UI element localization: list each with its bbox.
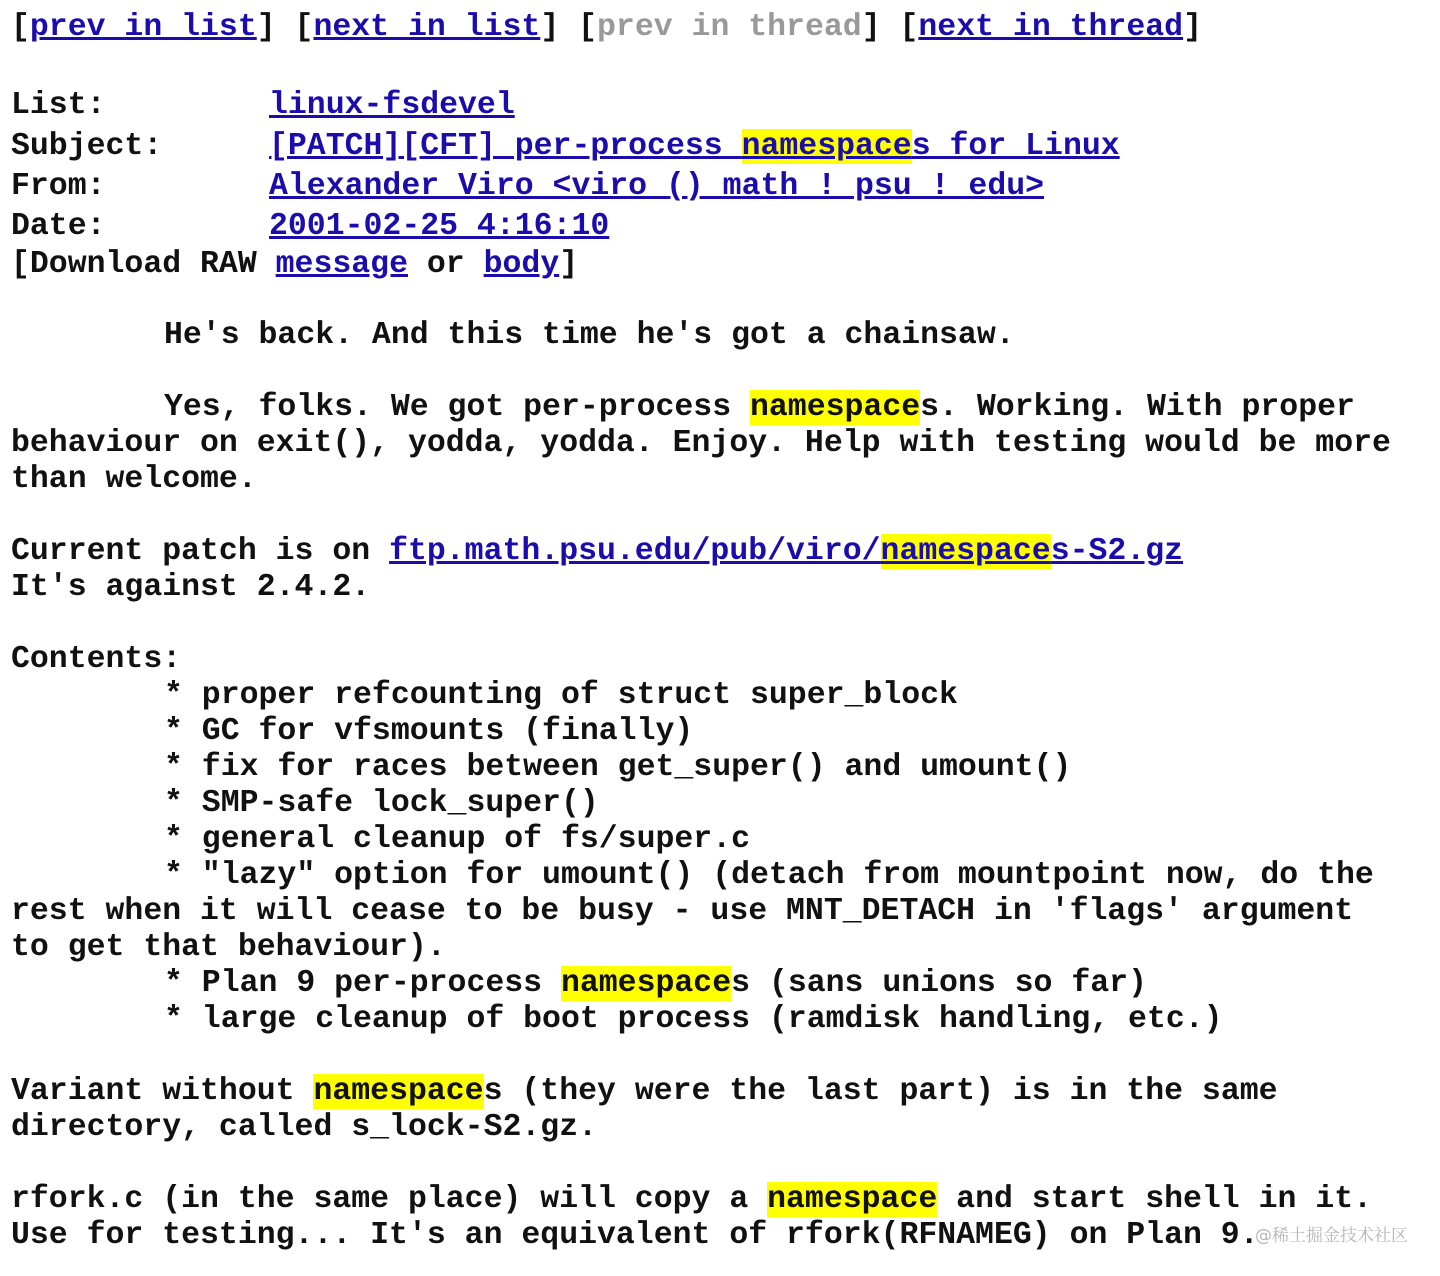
keyword-highlight: namespace: [560, 966, 732, 1001]
prev-in-thread-disabled: prev in thread: [597, 10, 862, 45]
contents-item: * SMP-safe lock_super(): [164, 786, 599, 821]
raw-message-link[interactable]: message: [275, 247, 408, 282]
download-raw-middle: or: [407, 247, 484, 282]
subject-highlight: namespace: [741, 129, 912, 164]
raw-body-link[interactable]: body: [483, 247, 560, 282]
list-link[interactable]: linux-fsdevel: [269, 88, 515, 123]
next-in-thread-link[interactable]: next in thread: [918, 10, 1184, 45]
keyword-highlight: namespace: [767, 1182, 938, 1217]
rfork-line-2: Use for testing... It's an equivalent of rfork(RFNAMEG) on Plan 9.: [11, 1218, 1259, 1253]
keyword-highlight: namespace: [313, 1074, 484, 1109]
subject-link[interactable]: [269, 129, 1120, 164]
contents-item-continuation: rest when it will cease to be busy - use MNT_DETACH in 'flags' argument: [11, 894, 1354, 929]
body-paragraph-2-line-3: than welcome.: [11, 462, 257, 497]
download-raw-prefix: [Download RAW: [11, 247, 276, 282]
patch-location-line: Current patch is on ftp.math.psu.edu/pub/viro/namespaces-S2.gz: [11, 534, 1184, 569]
contents-item: * general cleanup of fs/super.c: [164, 822, 750, 857]
subject-text-post: s for Linux: [911, 129, 1120, 164]
body-paragraph-2-line-2: behaviour on exit(), yodda, yodda. Enjoy. Help with testing would be more: [11, 426, 1391, 461]
variant-line-2: directory, called s_lock-S2.gz.: [11, 1110, 597, 1145]
header-subject-row: [11, 127, 1120, 167]
bracket: [: [11, 10, 30, 45]
rfork-line-1: rfork.c (in the same place) will copy a namespace and start shell in it.: [11, 1182, 1373, 1217]
from-link[interactable]: Alexander Viro <viro () math ! psu ! edu>: [269, 169, 1045, 204]
header-list-row: [11, 86, 515, 126]
date-link[interactable]: 2001-02-25 4:16:10: [269, 209, 610, 244]
contents-item: * proper refcounting of struct super_block: [164, 678, 958, 713]
patch-ftp-link[interactable]: ftp.math.psu.edu/pub/viro/namespaces-S2.gz: [389, 534, 1184, 569]
contents-item-continuation: to get that behaviour).: [11, 930, 446, 965]
watermark-text: @稀土掘金技术社区: [1255, 1226, 1408, 1246]
contents-label: Contents:: [11, 642, 182, 677]
contents-item: * Plan 9 per-process namespaces (sans unions so far): [164, 966, 1147, 1001]
prev-in-list-link[interactable]: prev in list: [29, 10, 257, 45]
keyword-highlight: namespace: [880, 534, 1051, 569]
date-label: Date:: [11, 209, 106, 244]
from-label: From:: [11, 169, 106, 204]
keyword-highlight: namespace: [750, 390, 921, 425]
header-date-row: [11, 207, 609, 247]
patch-version-line: It's against 2.4.2.: [11, 570, 371, 605]
subject-text-pre: [PATCH][CFT] per-process: [269, 129, 742, 164]
subject-label: Subject:: [11, 129, 163, 164]
contents-item: * GC for vfsmounts (finally): [164, 714, 694, 749]
nav-bar: [prev in list] [next in list] [prev in thread] [next in thread]: [11, 10, 1202, 45]
list-label: List:: [11, 88, 106, 123]
download-raw-line: [11, 247, 578, 283]
contents-item: * "lazy" option for umount() (detach from mountpoint now, do the: [164, 858, 1374, 893]
download-raw-suffix: ]: [559, 247, 579, 282]
header-from-row: [11, 167, 1044, 207]
body-paragraph-1: He's back. And this time he's got a chainsaw.: [164, 318, 1015, 353]
body-paragraph-2-line-1: Yes, folks. We got per-process namespaces. Working. With proper: [164, 390, 1355, 425]
variant-line-1: Variant without namespaces (they were the last part) is in the same: [11, 1074, 1278, 1109]
contents-item: * fix for races between get_super() and umount(): [164, 750, 1072, 785]
contents-item: * large cleanup of boot process (ramdisk handling, etc.): [164, 1002, 1223, 1037]
message-body: [11, 318, 1391, 1254]
next-in-list-link[interactable]: next in list: [313, 10, 541, 45]
